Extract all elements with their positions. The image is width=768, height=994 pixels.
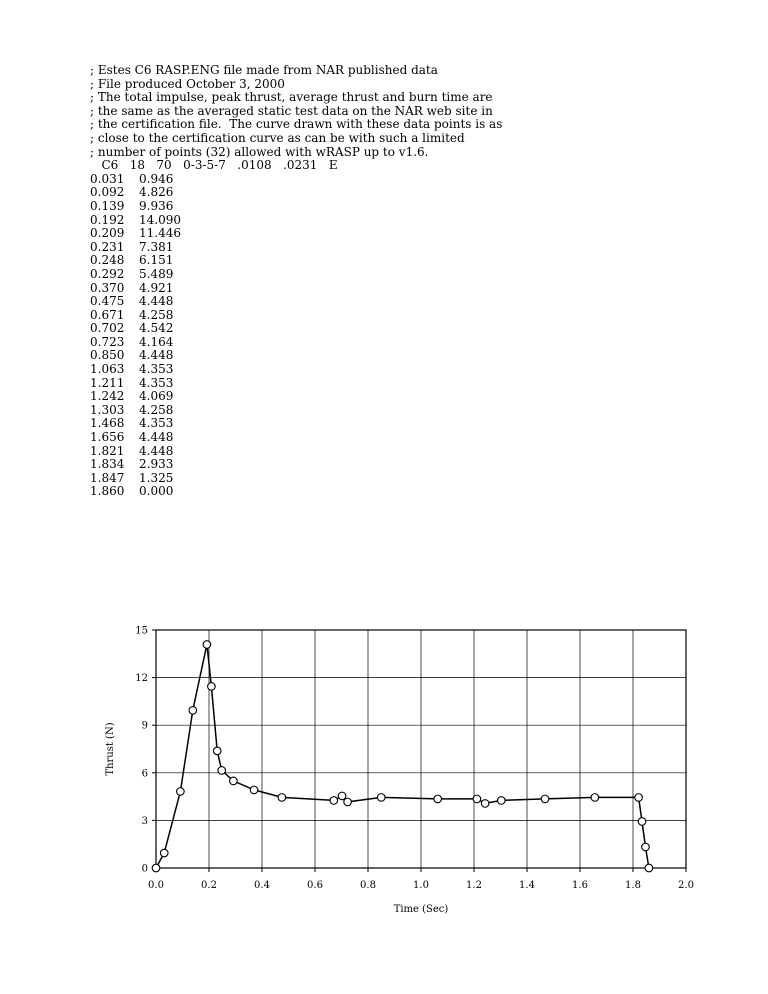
data-point <box>160 849 168 857</box>
thrust-value: 7.381 <box>139 239 174 254</box>
time-value: 0.031 <box>90 171 125 186</box>
header-line: C6 18 70 0-3-5-7 .0108 .0231 E <box>90 158 338 173</box>
thrust-value: 4.448 <box>139 443 174 458</box>
time-value: 0.209 <box>90 226 125 241</box>
x-tick-label: 0.4 <box>254 880 270 891</box>
thrust-value: 5.489 <box>139 266 174 281</box>
header-line: ; File produced October 3, 2000 <box>90 76 285 91</box>
x-tick-label: 0.8 <box>360 880 376 891</box>
time-value: 0.092 <box>90 185 125 200</box>
data-point <box>541 795 549 803</box>
data-point <box>377 794 385 802</box>
time-value: 0.231 <box>90 239 125 254</box>
time-value: 1.242 <box>90 389 125 404</box>
data-point <box>208 683 216 691</box>
y-tick-label: 12 <box>135 673 148 685</box>
thrust-value: 4.921 <box>139 280 174 295</box>
time-value: 1.860 <box>90 484 125 499</box>
time-value: 1.468 <box>90 416 125 431</box>
data-point <box>203 641 211 649</box>
time-value: 0.248 <box>90 253 125 268</box>
data-point <box>189 707 197 715</box>
time-value: 0.192 <box>90 212 125 227</box>
data-point <box>591 794 599 802</box>
time-value: 0.723 <box>90 334 125 349</box>
thrust-value: 6.151 <box>139 253 174 268</box>
time-value: 0.370 <box>90 280 125 295</box>
time-value: 1.303 <box>90 402 125 417</box>
time-value: 1.211 <box>90 375 125 390</box>
data-point <box>250 786 258 794</box>
x-axis-label: Time (Sec) <box>393 904 449 915</box>
data-point <box>473 795 481 803</box>
time-value: 0.850 <box>90 348 125 363</box>
header-line: ; close to the certification curve as can be with such a limited <box>90 130 465 145</box>
thrust-value: 4.448 <box>139 294 174 309</box>
time-value: 1.834 <box>90 457 125 472</box>
thrust-value: 4.258 <box>139 307 174 322</box>
x-tick-label: 1.2 <box>466 880 482 891</box>
thrust-value: 4.542 <box>139 321 174 336</box>
data-point <box>152 864 160 872</box>
data-point <box>497 797 505 805</box>
y-axis-label: Thrust (N) <box>105 722 116 776</box>
data-point <box>344 798 352 806</box>
thrust-value: 4.353 <box>139 362 174 377</box>
thrust-value: 4.258 <box>139 402 174 417</box>
x-tick-label: 2.0 <box>678 880 694 891</box>
data-point <box>481 800 489 808</box>
header-line: ; the certification file. The curve drawn with these data points is as <box>90 117 503 132</box>
thrust-value: 4.448 <box>139 348 174 363</box>
x-tick-label: 1.6 <box>572 880 588 891</box>
data-point <box>278 794 286 802</box>
y-tick-label: 0 <box>141 863 148 875</box>
thrust-value: 4.164 <box>139 334 174 349</box>
data-point <box>638 818 646 826</box>
data-point <box>642 843 650 851</box>
y-tick-label: 15 <box>135 625 148 637</box>
time-value: 0.671 <box>90 307 125 322</box>
time-value: 1.847 <box>90 470 125 485</box>
y-tick-label: 6 <box>141 768 148 780</box>
data-point <box>635 794 643 802</box>
data-point <box>645 864 653 872</box>
time-value: 0.139 <box>90 198 125 213</box>
x-tick-label: 0.2 <box>201 880 217 891</box>
data-point <box>218 767 226 775</box>
thrust-value: 2.933 <box>139 457 174 472</box>
data-point <box>330 797 338 805</box>
data-point <box>434 795 442 803</box>
x-tick-label: 0.0 <box>148 880 164 891</box>
data-point <box>338 792 346 800</box>
thrust-value: 14.090 <box>139 212 181 227</box>
thrust-value: 4.353 <box>139 375 174 390</box>
time-value: 1.063 <box>90 362 125 377</box>
thrust-value: 4.826 <box>139 185 174 200</box>
thrust-value: 11.446 <box>139 226 181 241</box>
data-point <box>230 777 238 785</box>
y-tick-label: 9 <box>141 720 148 732</box>
x-tick-label: 1.8 <box>625 880 641 891</box>
data-point <box>177 788 185 796</box>
x-tick-label: 1.0 <box>413 880 429 891</box>
x-tick-label: 0.6 <box>307 880 323 891</box>
data-point <box>213 747 221 755</box>
header-line: ; Estes C6 RASP.ENG file made from NAR published data <box>90 63 438 77</box>
thrust-value: 0.000 <box>139 484 174 499</box>
time-value: 0.475 <box>90 294 125 309</box>
time-value: 1.821 <box>90 443 125 458</box>
thrust-value: 4.448 <box>139 430 174 445</box>
header-line: ; the same as the averaged static test data on the NAR web site in <box>90 103 493 118</box>
thrust-value: 9.936 <box>139 198 174 213</box>
time-value: 0.292 <box>90 266 125 281</box>
grid-lines <box>156 630 686 868</box>
x-tick-label: 1.4 <box>519 880 535 891</box>
y-tick-label: 3 <box>141 815 148 827</box>
header-line: ; The total impulse, peak thrust, average thrust and burn time are <box>90 90 493 105</box>
time-value: 0.702 <box>90 321 125 336</box>
thrust-value: 1.325 <box>139 470 174 485</box>
header-line: ; number of points (32) allowed with wRASP up to v1.6. <box>90 144 429 159</box>
thrust-value: 0.946 <box>139 171 174 186</box>
data-points <box>152 641 653 872</box>
time-value: 1.656 <box>90 430 125 445</box>
thrust-value: 4.069 <box>139 389 174 404</box>
thrust-value: 4.353 <box>139 416 174 431</box>
